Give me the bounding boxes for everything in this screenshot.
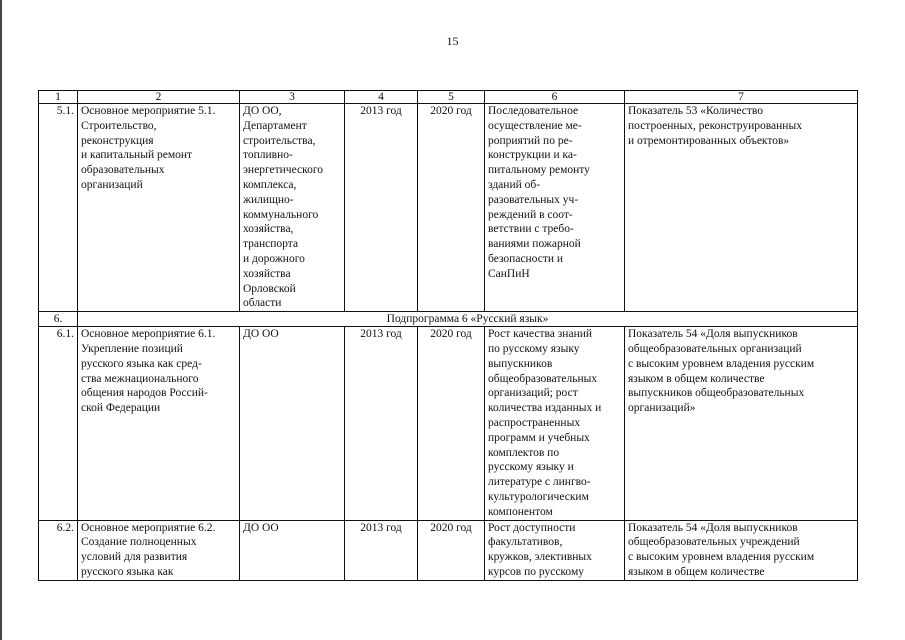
end-year-cell: 2020 год [418,104,485,312]
indicator-cell: Показатель 54 «Доля выпускников общеобразовательных учреждений с высоким уровнем владения русским языком в общем количестве [625,520,858,580]
subprogram-row [39,312,858,327]
header-col-1: 1 [39,91,78,104]
header-col-2: 2 [78,91,240,104]
result-cell: Рост доступности факультативов, кружков, элективных курсов по русскому [485,520,625,580]
end-year-cell: 2020 год [418,327,485,520]
activity-cell: Основное мероприятие 5.1. Строительство, реконструкция и капитальный ремонт образовательных организаций [78,104,240,312]
header-col-3: 3 [240,91,345,104]
result-cell: Рост качества знаний по русскому языку выпускников общеобразовательных организаций; рост количества изданных и распространенных программ и учебных комплектов по русскому языку и литературе с лингво- культурологическим компонентом [485,327,625,520]
subprogram-number: 6. [39,312,78,327]
end-year-cell: 2020 год [418,520,485,580]
indicator-cell: Показатель 54 «Доля выпускников общеобразовательных организаций с высоким уровнем владения русским языком в общем количестве выпускников общеобразовательных организаций» [625,327,858,520]
start-year-cell: 2013 год [345,520,418,580]
header-row [39,91,858,104]
start-year-cell: 2013 год [345,327,418,520]
header-col-4: 4 [345,91,418,104]
row-number: 5.1. [39,104,78,312]
table-row [39,520,858,580]
header-col-6: 6 [485,91,625,104]
table-row [39,327,858,520]
activities-table [38,90,858,581]
executor-cell: ДО ОО, Департамент строительства, топливно- энергетического комплекса, жилищно- коммунального хозяйства, транспорта и дорожного хозяйства Орловской области [240,104,345,312]
subprogram-title: Подпрограмма 6 «Русский язык» [78,312,858,327]
executor-cell: ДО ОО [240,327,345,520]
header-col-5: 5 [418,91,485,104]
page-number: 15 [446,34,459,48]
table-row [39,104,858,312]
activity-cell: Основное мероприятие 6.2. Создание полноценных условий для развития русского языка как [78,520,240,580]
result-cell: Последовательное осуществление ме- роприятий по ре- конструкции и ка- питальному ремонту зданий об- разовательных уч- реждений в соот- ветствии с требо- ваниями пожарной безопасности и СанПиН [485,104,625,312]
executor-cell: ДО ОО [240,520,345,580]
row-number: 6.2. [39,520,78,580]
indicator-cell: Показатель 53 «Количество построенных, реконструированных и отремонтированных объектов» [625,104,858,312]
activity-cell: Основное мероприятие 6.1. Укрепление позиций русского языка как сред- ства межнационального общения народов Россий- ской Федерации [78,327,240,520]
row-number: 6.1. [39,327,78,520]
header-col-7: 7 [625,91,858,104]
start-year-cell: 2013 год [345,104,418,312]
